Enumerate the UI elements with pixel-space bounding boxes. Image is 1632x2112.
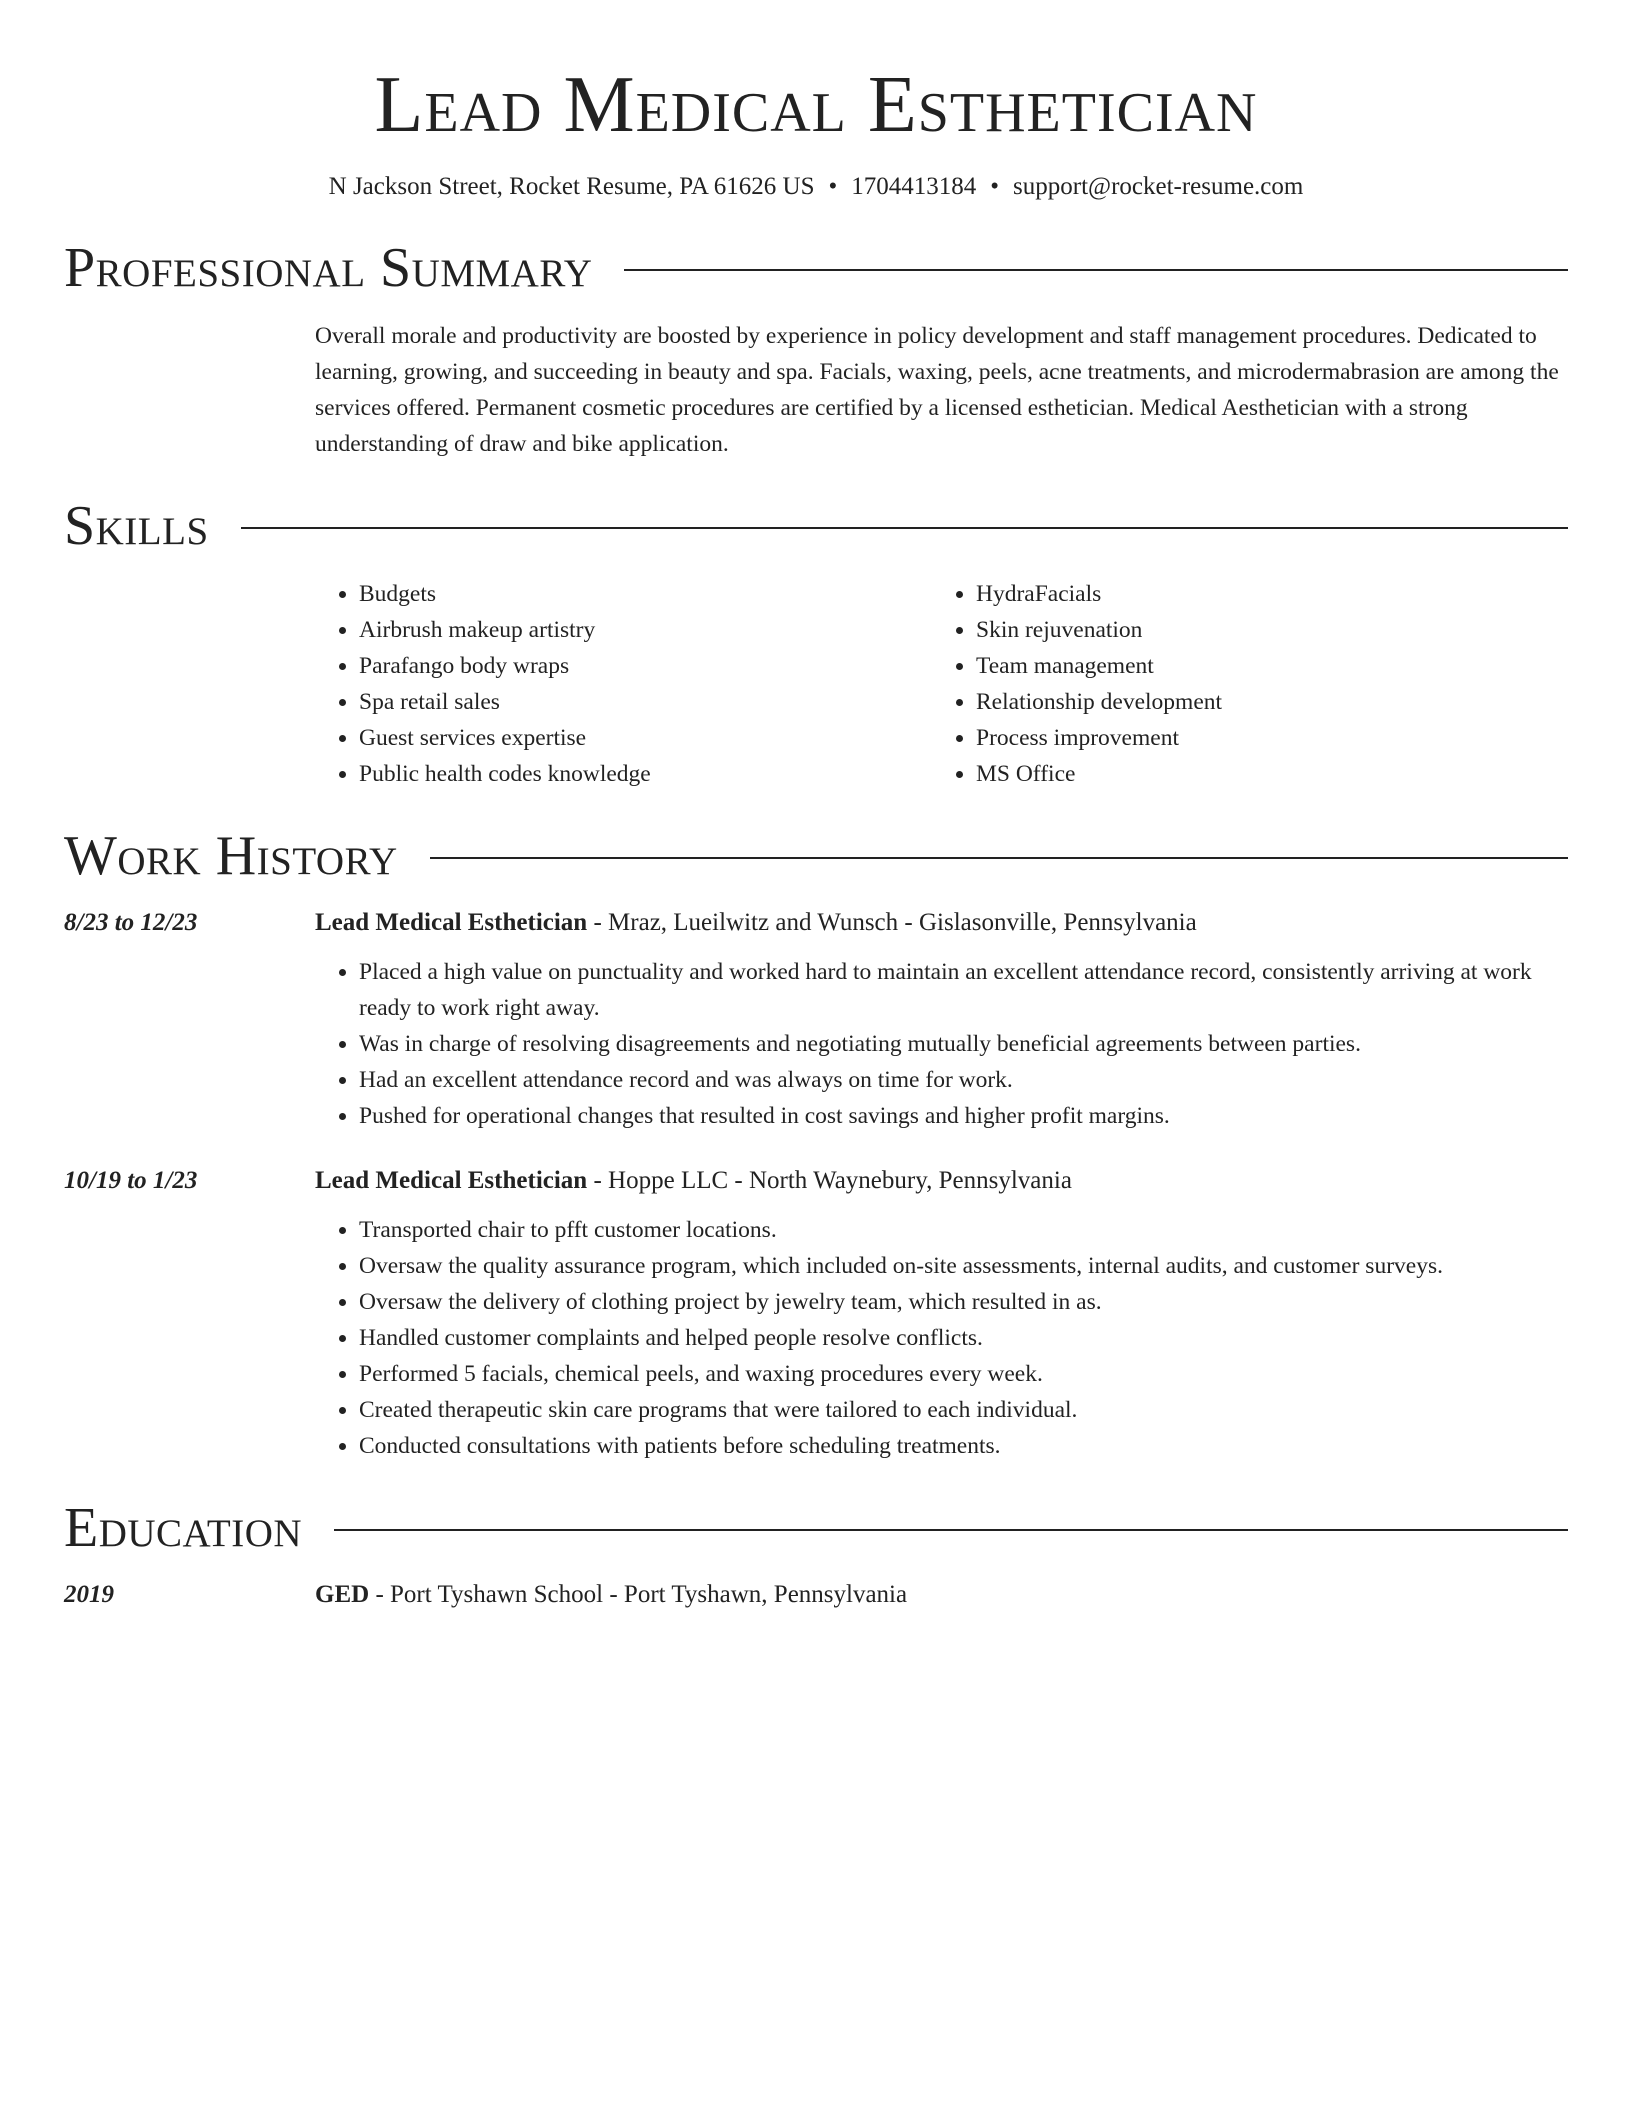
skill-item: • MS Office [976,756,1549,792]
resume-page [64,0,1568,1612]
job-entry [64,1164,1568,1464]
summary-text: Overall morale and productivity are boosted by experience in policy development and staff management procedures. Dedicated to learning, growing, and succeeding in beauty and spa. Facials, waxing, peels, acne treatments, and microdermabrasion are among the services offered. Permanent cosmetic procedures are certified by a licensed esthetician. Medical Aesthetician with a strong understanding of draw and bike application. [315,323,1559,457]
work-section-header [64,826,1568,886]
skill-item: • Budgets [359,576,932,612]
contact-separator: • [990,173,1000,200]
job-bullet: • Performed 5 facials, chemical peels, and waxing procedures every week. [359,1356,1568,1392]
skill-item: • HydraFacials [976,576,1549,612]
education-heading: Education [64,1497,303,1559]
job-entry [64,906,1568,1134]
skill-item: • Team management [976,648,1549,684]
section-divider [334,1529,1568,1531]
skill-item: • Parafango body wraps [359,648,932,684]
job-bullet: • Had an excellent attendance record and was always on time for work. [359,1062,1568,1098]
job-employer: - Hoppe LLC - North Waynebury, Pennsylvania [587,1167,1072,1194]
work-heading: Work History [64,825,398,887]
education-section-header [64,1498,1568,1558]
job-bullet: • Oversaw the delivery of clothing project by jewelry team, which resulted in as. [359,1284,1568,1320]
job-bullet: • Transported chair to pfft customer locations. [359,1212,1568,1248]
skill-item: • Process improvement [976,720,1549,756]
education-degree: GED [315,1581,370,1608]
job-bullet: • Oversaw the quality assurance program, which included on-site assessments, internal audits, and customer surveys. [359,1248,1568,1284]
job-dates: 10/19 to 1/23 [64,1167,198,1194]
job-body [315,1164,1568,1464]
skill-item: • Public health codes knowledge [359,756,932,792]
job-bullets [315,954,1568,1134]
job-body [315,906,1568,1134]
skills-column-left [315,576,932,792]
skills-heading: Skills [64,495,209,557]
skill-item: • Relationship development [976,684,1549,720]
job-bullet: • Handled customer complaints and helped people resolve conflicts. [359,1320,1568,1356]
education-title-line [315,1578,907,1612]
contact-email: support@rocket-resume.com [1013,173,1304,200]
job-dates: 8/23 to 12/23 [64,909,198,936]
contact-address: N Jackson Street, Rocket Resume, PA 61626 US [328,173,815,200]
job-employer: - Mraz, Lueilwitz and Wunsch - Gislasonville, Pennsylvania [587,909,1197,936]
job-bullet: • Pushed for operational changes that resulted in cost savings and higher profit margins. [359,1098,1568,1134]
education-school: - Port Tyshawn School - Port Tyshawn, Pennsylvania [369,1581,908,1608]
contact-line [64,170,1568,204]
summary-section-header [64,238,1568,298]
resume-name: Lead Medical Esthetician [374,61,1258,149]
contact-separator: • [828,173,838,200]
job-title: Lead Medical Esthetician [315,909,588,936]
section-divider [624,269,1568,271]
job-bullet: • Was in charge of resolving disagreements and negotiating mutually beneficial agreements between parties. [359,1026,1568,1062]
job-bullet: • Placed a high value on punctuality and worked hard to maintain an excellent attendance record, consistently arriving at work ready to work right away. [359,954,1568,1026]
job-title-line [315,906,1568,940]
job-title: Lead Medical Esthetician [315,1167,588,1194]
skills-section-header [64,496,1568,556]
contact-phone: 1704413184 [851,173,977,200]
section-divider [241,527,1568,529]
job-bullets [315,1212,1568,1464]
section-divider [430,857,1568,859]
skill-item: • Skin rejuvenation [976,612,1549,648]
skills-list [315,576,1568,792]
education-entry [64,1578,1568,1612]
job-bullet: • Conducted consultations with patients before scheduling treatments. [359,1428,1568,1464]
skill-item: • Spa retail sales [359,684,932,720]
summary-heading: Professional Summary [64,237,593,299]
job-title-line [315,1164,1568,1198]
job-bullet: • Created therapeutic skin care programs that were tailored to each individual. [359,1392,1568,1428]
skills-column-right [932,576,1549,792]
skill-item: • Airbrush makeup artistry [359,612,932,648]
education-year: 2019 [64,1581,114,1608]
skill-item: • Guest services expertise [359,720,932,756]
